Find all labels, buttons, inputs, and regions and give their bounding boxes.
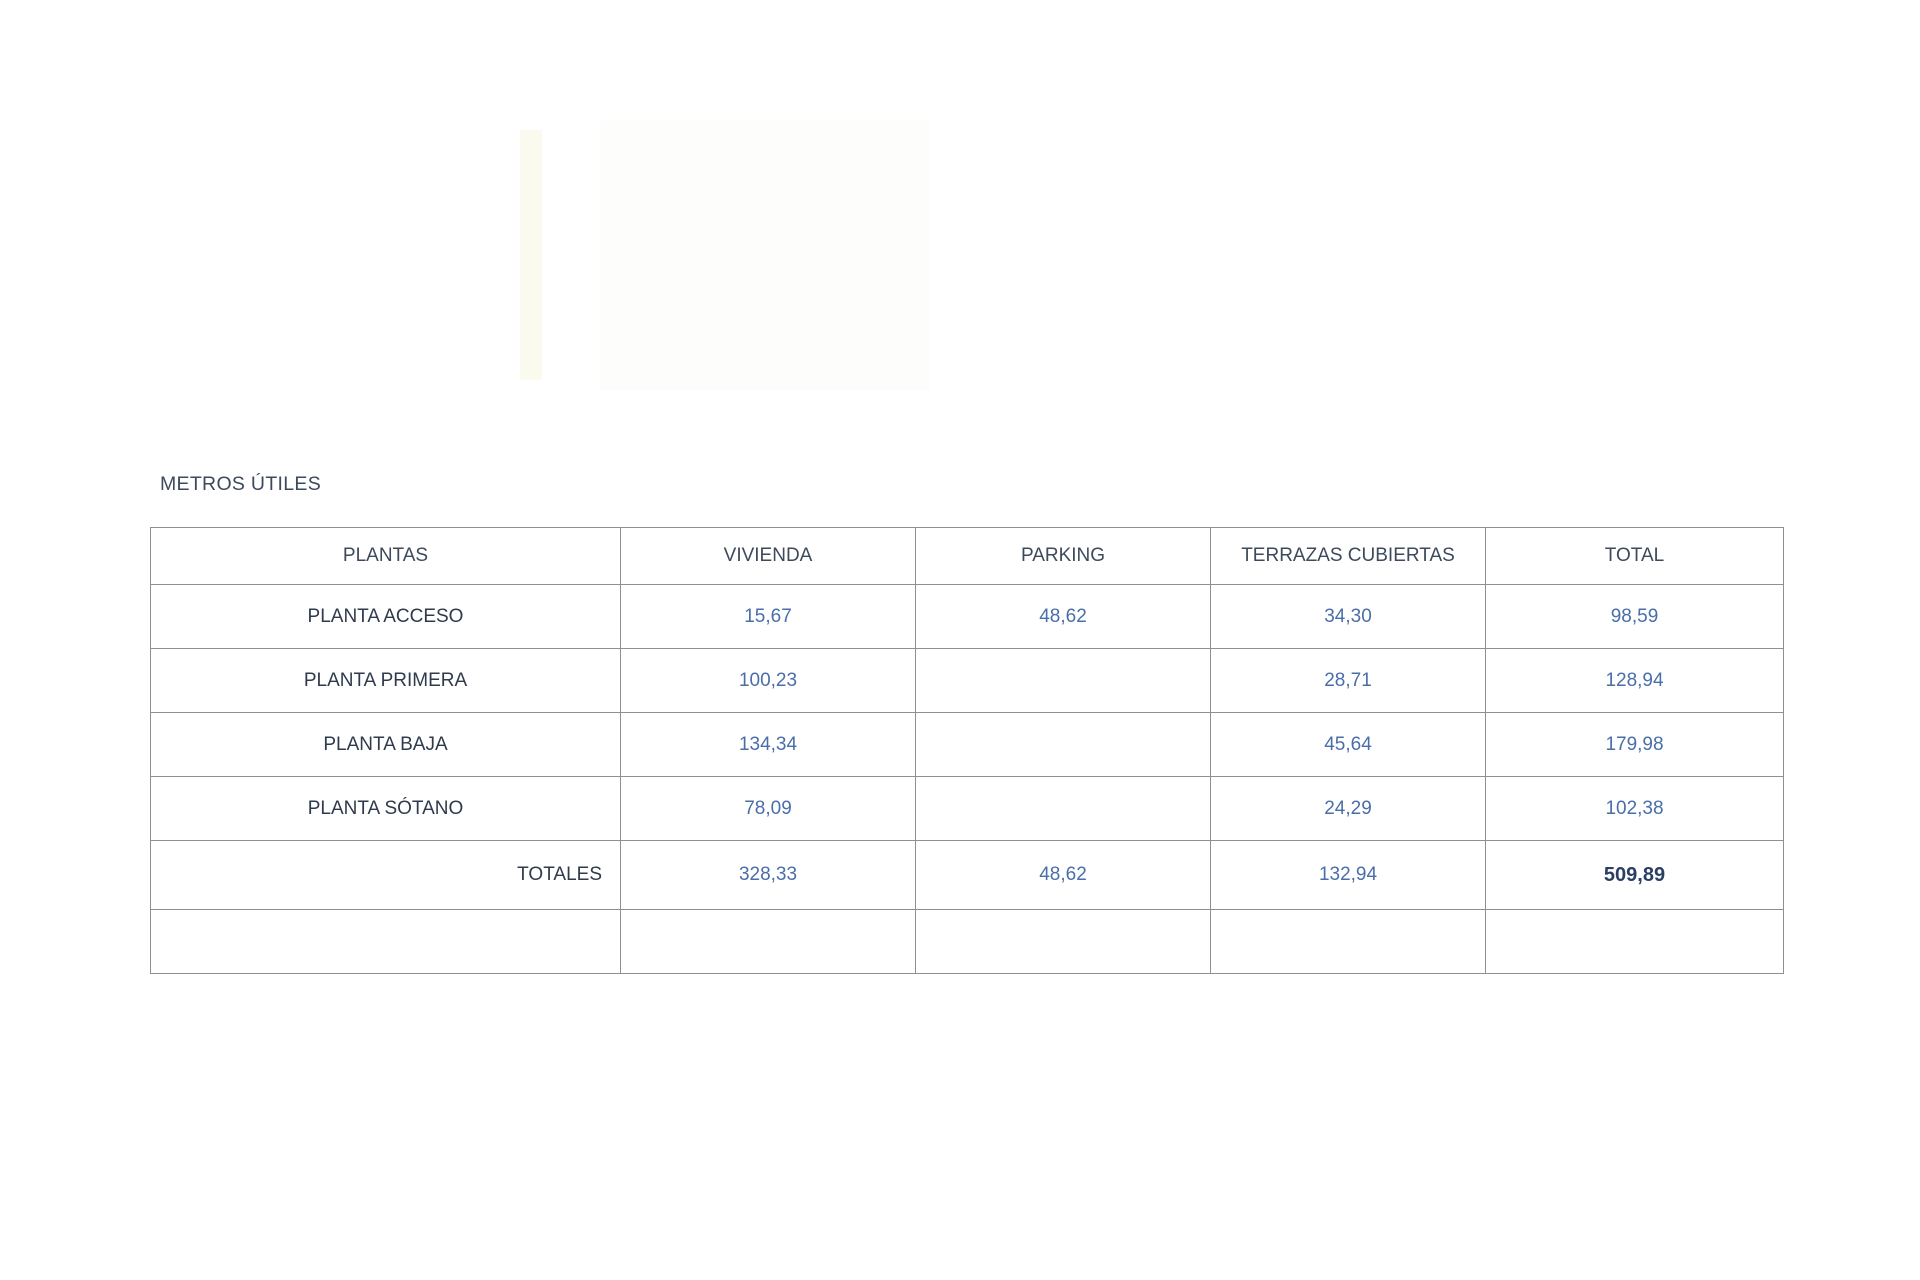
cell-terrazas: 45,64 [1211, 713, 1486, 777]
cell-planta-name: PLANTA SÓTANO [151, 777, 621, 841]
column-header-vivienda: VIVIENDA [621, 528, 916, 585]
spacer-cell [621, 910, 916, 974]
table-row [151, 585, 1784, 649]
cell-vivienda: 15,67 [621, 585, 916, 649]
cell-parking [916, 649, 1211, 713]
cell-parking: 48,62 [916, 585, 1211, 649]
cell-grand-total: 509,89 [1486, 841, 1784, 910]
column-header-plantas: PLANTAS [151, 528, 621, 585]
cell-totals-parking: 48,62 [916, 841, 1211, 910]
cell-vivienda: 78,09 [621, 777, 916, 841]
cell-total: 98,59 [1486, 585, 1784, 649]
cell-terrazas: 24,29 [1211, 777, 1486, 841]
cell-terrazas: 34,30 [1211, 585, 1486, 649]
background-artifact-block [600, 120, 930, 390]
cell-totals-vivienda: 328,33 [621, 841, 916, 910]
table-footer-spacer-row [151, 910, 1784, 974]
table-row [151, 649, 1784, 713]
spacer-cell [916, 910, 1211, 974]
cell-total: 179,98 [1486, 713, 1784, 777]
table-header-row [151, 528, 1784, 585]
table-totals-row [151, 841, 1784, 910]
cell-parking [916, 713, 1211, 777]
cell-planta-name: PLANTA ACCESO [151, 585, 621, 649]
metros-utiles-table [150, 527, 1784, 974]
spacer-cell [1486, 910, 1784, 974]
spacer-cell [151, 910, 621, 974]
cell-terrazas: 28,71 [1211, 649, 1486, 713]
spacer-cell [1211, 910, 1486, 974]
cell-vivienda: 134,34 [621, 713, 916, 777]
cell-parking [916, 777, 1211, 841]
cell-totals-terrazas: 132,94 [1211, 841, 1486, 910]
cell-totals-label: TOTALES [151, 841, 621, 910]
table-row [151, 777, 1784, 841]
table-row [151, 713, 1784, 777]
cell-planta-name: PLANTA BAJA [151, 713, 621, 777]
page-title: METROS ÚTILES [160, 473, 322, 495]
metros-utiles-table-container [150, 527, 1783, 974]
cell-total: 102,38 [1486, 777, 1784, 841]
column-header-parking: PARKING [916, 528, 1211, 585]
cell-vivienda: 100,23 [621, 649, 916, 713]
column-header-total: TOTAL [1486, 528, 1784, 585]
column-header-terrazas-cubiertas: TERRAZAS CUBIERTAS [1211, 528, 1486, 585]
background-artifact-warm [520, 130, 542, 380]
cell-total: 128,94 [1486, 649, 1784, 713]
cell-planta-name: PLANTA PRIMERA [151, 649, 621, 713]
